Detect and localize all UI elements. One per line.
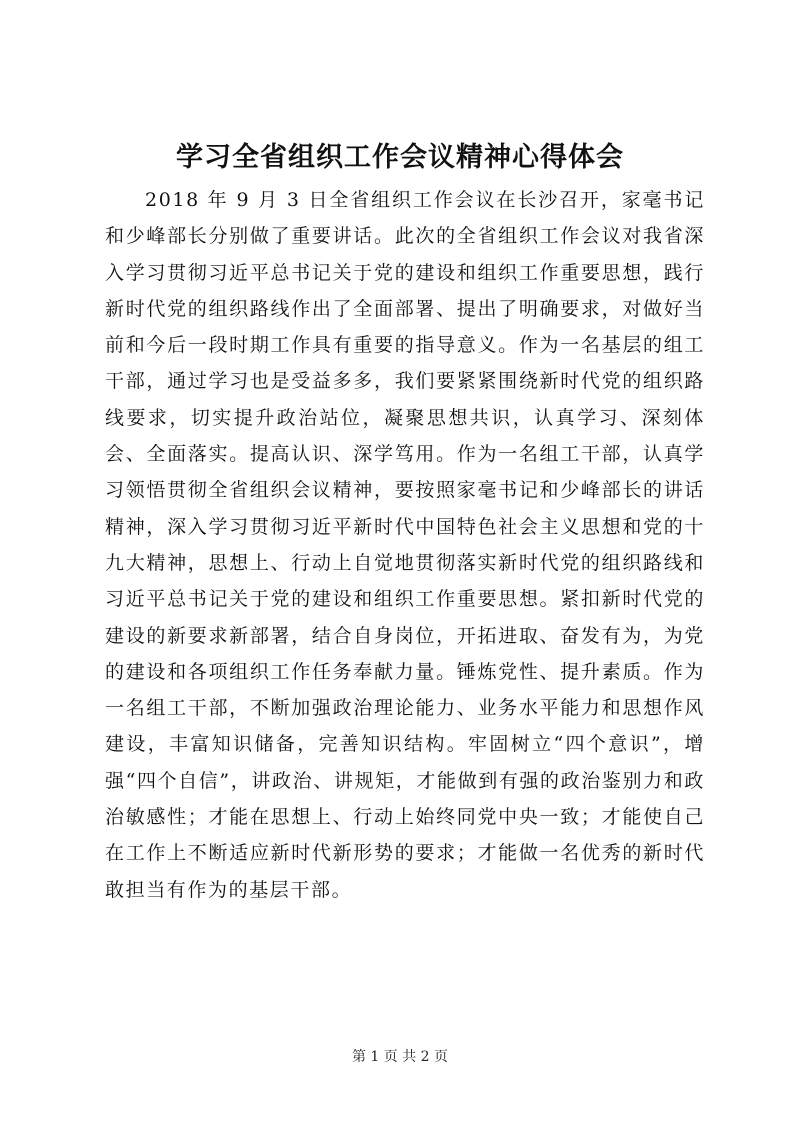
document-title: 学习全省组织工作会议精神心得体会 bbox=[176, 142, 624, 173]
page-footer: 第 1 页 共 2 页 bbox=[351, 1049, 449, 1065]
body-paragraph: 2018 年 9 月 3 日全省组织工作会议在长沙召开，家毫书记和少峰部长分别做了重要讲话。此次的全省组织工作会议对我省深入学习贯彻习近平总书记关于党的建设和组织工作重要思想，践行新时代党的组织路线作出了全面部署、提出了明确要求，对做好当前和今后一段时期工作具有重要的指导意义。作为一名基层的组工干部，通过学习也是受益多多，我们要紧紧围绕新时代党的组织路线要求，切实提升政治站位，凝聚思想共识，认真学习、深刻体会、全面落实。提高认识、深学笃用。作为一名组工干部，认真学习领悟贯彻全省组织会议精神，要按照家毫书记和少峰部长的讲话精神，深入学习贯彻习近平新时代中国特色社会主义思想和党的十九大精神，思想上、行动上自觉地贯彻落实新时代党的组织路线和习近平总书记关于党的建设和组织工作重要思想。紧扣新时代党的建设的新要求新部署，结合自身岗位，开拓进取、奋发有为，为党的建设和各项组织工作任务奉献力量。锤炼党性、提升素质。作为一名组工干部，不断加强政治理论能力、业务水平能力和思想作风建设，丰富知识储备，完善知识结构。牢固树立“四个意识”，增强“四个自信”，讲政治、讲规矩，才能做到有强的政治鉴别力和政治敏感性；才能在思想上、行动上始终同党中央一致；才能使自己在工作上不断适应新时代新形势的要求；才能做一名优秀的新时代敢担当有作为的基层干部。 bbox=[105, 189, 705, 901]
